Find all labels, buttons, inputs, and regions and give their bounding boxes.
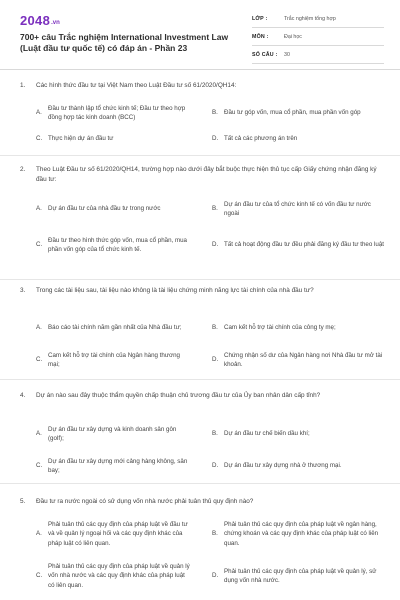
answer-option[interactable] [212, 133, 384, 145]
option-text: Dự án đầu tư của tổ chức kinh tế có vốn đầu tư nước ngoài [224, 200, 371, 217]
option-letter: A. [36, 205, 42, 213]
option-text: Dự án đầu tư xây dựng mới cảng hàng không, sân bay; [48, 457, 188, 474]
question-stem [20, 81, 378, 91]
option-letter: D. [212, 356, 219, 364]
answer-option[interactable] [212, 518, 384, 550]
answer-option[interactable] [212, 422, 384, 446]
answer-option[interactable] [36, 229, 193, 261]
option-letter: A. [36, 530, 42, 538]
option-text: Phải tuân thủ các quy định của pháp luật về đầu tư và về quản lý ngoại hối và các quy định khác của pháp luật có liên quan. [48, 521, 188, 547]
option-text: Tất cả các phương án trên [224, 135, 298, 143]
question-text: Các hình thức đầu tư tại Việt Nam theo Luật Đầu tư số 61/2020/QH14: [36, 82, 237, 89]
question-item [0, 70, 400, 156]
option-letter: B. [212, 205, 218, 213]
question-text: Theo Luật Đầu tư số 61/2020/QH14, trường hợp nào dưới đây bắt buộc thực hiện thủ tục cấp Giấy chứng nhận đăng ký đầu tư: [36, 166, 377, 183]
question-item [0, 280, 400, 380]
meta-count-row [252, 46, 384, 64]
document-header [0, 0, 400, 70]
option-text: Phải tuân thủ các quy định của pháp luật về quản lý vốn nhà nước và các quy định khác của pháp luật có liên quan. [48, 563, 190, 589]
meta-label: SỐ CÂU : [252, 51, 278, 58]
option-text: Dự án đầu tư xây dựng và kinh doanh sân gôn (golf); [48, 425, 177, 442]
answer-option[interactable] [36, 454, 193, 478]
option-text: Dự án đầu tư chế biến dầu khí; [224, 430, 310, 438]
question-text: Đầu tư ra nước ngoài có sử dụng vốn nhà nước phải tuân thủ quy định nào? [36, 498, 254, 505]
answer-option[interactable] [212, 197, 384, 221]
question-list [0, 70, 400, 600]
page-title: 700+ câu Trắc nghiệm International Investment Law (Luật đầu tư quốc tế) có đáp án - Phần 23 [20, 32, 229, 53]
answer-option[interactable] [212, 348, 384, 372]
option-letter: B. [212, 530, 218, 538]
question-stem [20, 497, 378, 507]
question-number: 1. [20, 82, 26, 89]
answer-option[interactable] [212, 560, 384, 592]
option-letter: B. [212, 324, 218, 332]
meta-label: MÔN : [252, 33, 269, 40]
option-letter: D. [212, 135, 219, 143]
option-text: Đầu tư thành lập tổ chức kinh tế; Đầu tư theo hợp đồng hợp tác kinh doanh (BCC) [48, 104, 186, 121]
meta-subject-row [252, 28, 384, 46]
answer-option[interactable] [212, 229, 384, 261]
answer-option[interactable] [36, 133, 193, 145]
option-text: Thực hiện dự án đầu tư [48, 135, 114, 143]
question-number: 3. [20, 287, 26, 294]
option-letter: B. [212, 430, 218, 438]
option-text: Phải tuân thủ các quy định của pháp luật về ngân hàng, chứng khoán và các quy định khác của pháp luật có liên quan. [224, 521, 379, 547]
option-text: Cam kết hỗ trợ tài chính của công ty mẹ; [224, 324, 336, 332]
option-letter: C. [36, 135, 43, 143]
question-item [0, 484, 400, 600]
option-text: Phải tuân thủ các quy định của pháp luật về quản lý, sử dụng vốn nhà nước. [224, 567, 377, 584]
question-number: 2. [20, 166, 26, 173]
option-text: Chứng nhận số dư của Ngân hàng nơi Nhà đầu tư mở tài khoản. [224, 351, 383, 368]
option-letter: C. [36, 356, 43, 364]
question-text: Dự án nào sau đây thuộc thẩm quyền chấp thuận chủ trương đầu tư của Ủy ban nhân dân cấp tỉnh? [36, 392, 321, 399]
answer-option[interactable] [36, 560, 193, 592]
meta-label: LỚP : [252, 15, 268, 22]
answer-option[interactable] [212, 101, 384, 125]
question-number: 4. [20, 392, 26, 399]
document-meta [252, 10, 384, 64]
meta-value: 30 [284, 51, 290, 58]
option-text: Tất cả hoạt động đầu tư đều phải đăng ký đầu tư theo luật [224, 241, 384, 249]
option-letter: C. [36, 462, 43, 470]
option-text: Cam kết hỗ trợ tài chính của Ngân hàng thương mại; [48, 351, 180, 368]
question-stem [20, 165, 378, 184]
answer-option[interactable] [36, 422, 193, 446]
option-letter: A. [36, 430, 42, 438]
question-item [0, 156, 400, 280]
question-text: Trong các tài liệu sau, tài liệu nào không là tài liệu chứng minh năng lực tài chính của nhà đầu tư? [36, 287, 314, 294]
site-logo[interactable] [20, 12, 60, 26]
option-text: Đầu tư theo hình thức góp vốn, mua cổ phần, mua phần vốn góp của tổ chức kinh tế. [48, 236, 187, 253]
option-text: Báo cáo tài chính năm gần nhất của Nhà đầu tư; [48, 324, 182, 332]
answer-option[interactable] [36, 101, 193, 125]
answer-option[interactable] [36, 348, 193, 372]
answer-option[interactable] [36, 197, 193, 221]
option-text: Dự án đầu tư của nhà đầu tư trong nước [48, 205, 161, 213]
option-letter: C. [36, 572, 43, 580]
option-letter: D. [212, 241, 219, 249]
meta-value: Trắc nghiệm tổng hợp [284, 15, 336, 22]
meta-class-row [252, 10, 384, 28]
question-number: 5. [20, 498, 26, 505]
option-letter: D. [212, 572, 219, 580]
option-letter: A. [36, 324, 42, 332]
logo-domain: .vn [51, 20, 60, 26]
logo-number: 2048 [20, 13, 51, 28]
option-letter: C. [36, 241, 43, 249]
meta-value: Đại học [284, 33, 302, 40]
option-letter: D. [212, 462, 219, 470]
option-text: Dự án đầu tư xây dựng nhà ở thương mại. [224, 462, 342, 470]
answer-option[interactable] [36, 518, 193, 550]
answer-option[interactable] [212, 454, 384, 478]
question-stem [20, 391, 378, 401]
answer-option[interactable] [212, 316, 384, 340]
question-item [0, 380, 400, 484]
question-stem [20, 286, 378, 296]
option-text: Đầu tư góp vốn, mua cổ phần, mua phần vốn góp [224, 109, 361, 117]
option-letter: B. [212, 109, 218, 117]
answer-option[interactable] [36, 316, 193, 340]
option-letter: A. [36, 109, 42, 117]
